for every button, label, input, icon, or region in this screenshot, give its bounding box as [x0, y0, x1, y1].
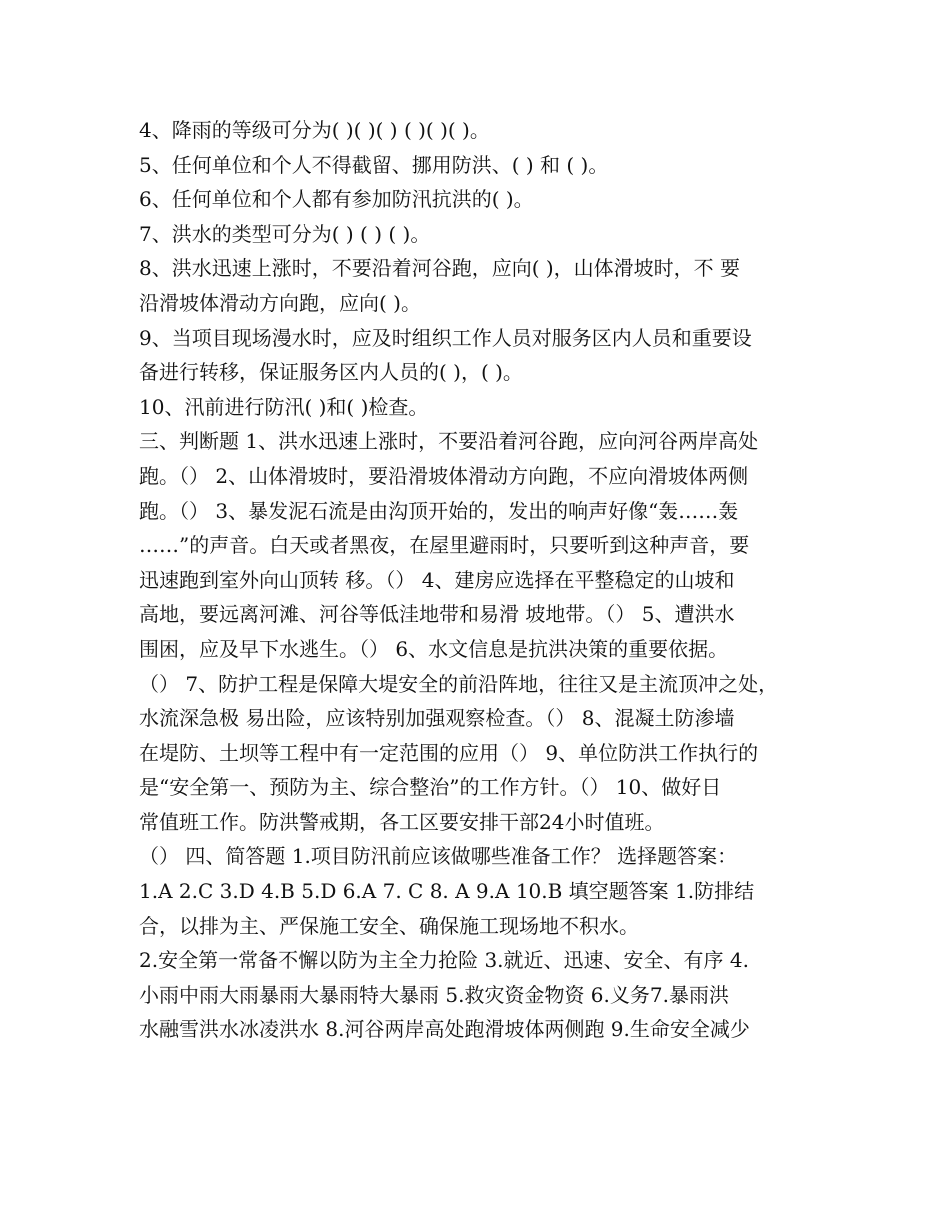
text-line: 5、任何单位和个人不得截留、挪用防洪、( ) 和 ( )。 — [139, 152, 609, 177]
text-line: 水融雪洪水冰凌洪水 8.河谷两岸高处跑滑坡体两侧跑 9.生命安全减少 — [139, 1017, 750, 1042]
text-line: （） 7、防护工程是保障大堤安全的前沿阵地，往往又是主流顶冲之处， — [139, 671, 779, 696]
text-line: 是“安全第一、预防为主、综合整治”的工作方针。（） 10、做好日 — [139, 775, 722, 800]
text-line: 小雨中雨大雨暴雨大暴雨特大暴雨 5.救灾资金物资 6.义务7.暴雨洪 — [139, 982, 729, 1007]
text-line: 高地，要远离河滩、河谷等低洼地带和易滑 坡地带。（） 5、遭洪水 — [139, 602, 735, 627]
text-line: 水流深急极 易出险，应该特别加强观察检查。（） 8、混凝土防渗墙 — [139, 706, 735, 731]
text-line: 2.安全第一常备不懈以防为主全力抢险 3.就近、迅速、安全、有序 4. — [139, 948, 749, 973]
text-line: 在堤防、土坝等工程中有一定范围的应用（） 9、单位防洪工作执行的 — [139, 740, 759, 765]
text-line: 10、汛前进行防汛( )和( )检查。 — [139, 394, 429, 419]
text-line: 7、洪水的类型可分为( ) ( ) ( )。 — [139, 221, 431, 246]
text-line: 常值班工作。防洪警戒期，各工区要安排干部24小时值班。 — [139, 809, 665, 834]
text-line: 8、洪水迅速上涨时，不要沿着河谷跑，应向( )，山体滑坡时，不 要 — [139, 256, 741, 281]
text-line: （） 四、简答题 1.项目防汛前应该做哪些准备工作？ 选择题答案： — [139, 844, 738, 869]
text-line: 迅速跑到室外向山顶转 移。（） 4、建房应选择在平整稳定的山坡和 — [139, 567, 735, 592]
text-line: 合，以排为主、严保施工安全、确保施工现场地不积水。 — [139, 913, 639, 938]
text-line: 跑。（） 2、山体滑坡时，要沿滑坡体滑动方向跑，不应向滑坡体两侧 — [139, 463, 749, 488]
text-line: 沿滑坡体滑动方向跑，应向( )。 — [139, 290, 421, 315]
text-line: 6、任何单位和个人都有参加防汛抗洪的( )。 — [139, 187, 534, 212]
text-line: 1.A 2.C 3.D 4.B 5.D 6.A 7. C 8. A 9.A 10.B 填空题答案 1.防排结 — [139, 879, 755, 904]
text-line: 9、当项目现场漫水时，应及时组织工作人员对服务区内人员和重要设 — [139, 325, 752, 350]
text-line: 围困，应及早下水逃生。（） 6、水文信息是抗洪决策的重要依据。 — [139, 636, 729, 661]
text-line: 备进行转移，保证服务区内人员的( )，( )。 — [139, 360, 523, 385]
text-line: 跑。（） 3、暴发泥石流是由沟顶开始的，发出的响声好像“轰……轰 — [139, 498, 739, 523]
document-page — [139, 113, 829, 1047]
text-line: ……”的声音。白天或者黑夜，在屋里避雨时，只要听到这种声音，要 — [139, 533, 750, 558]
text-line: 三、判断题 1、洪水迅速上涨时，不要沿着河谷跑，应向河谷两岸高处 — [139, 429, 759, 454]
text-line: 4、降雨的等级可分为( )( )( ) ( )( )( )。 — [139, 118, 490, 142]
